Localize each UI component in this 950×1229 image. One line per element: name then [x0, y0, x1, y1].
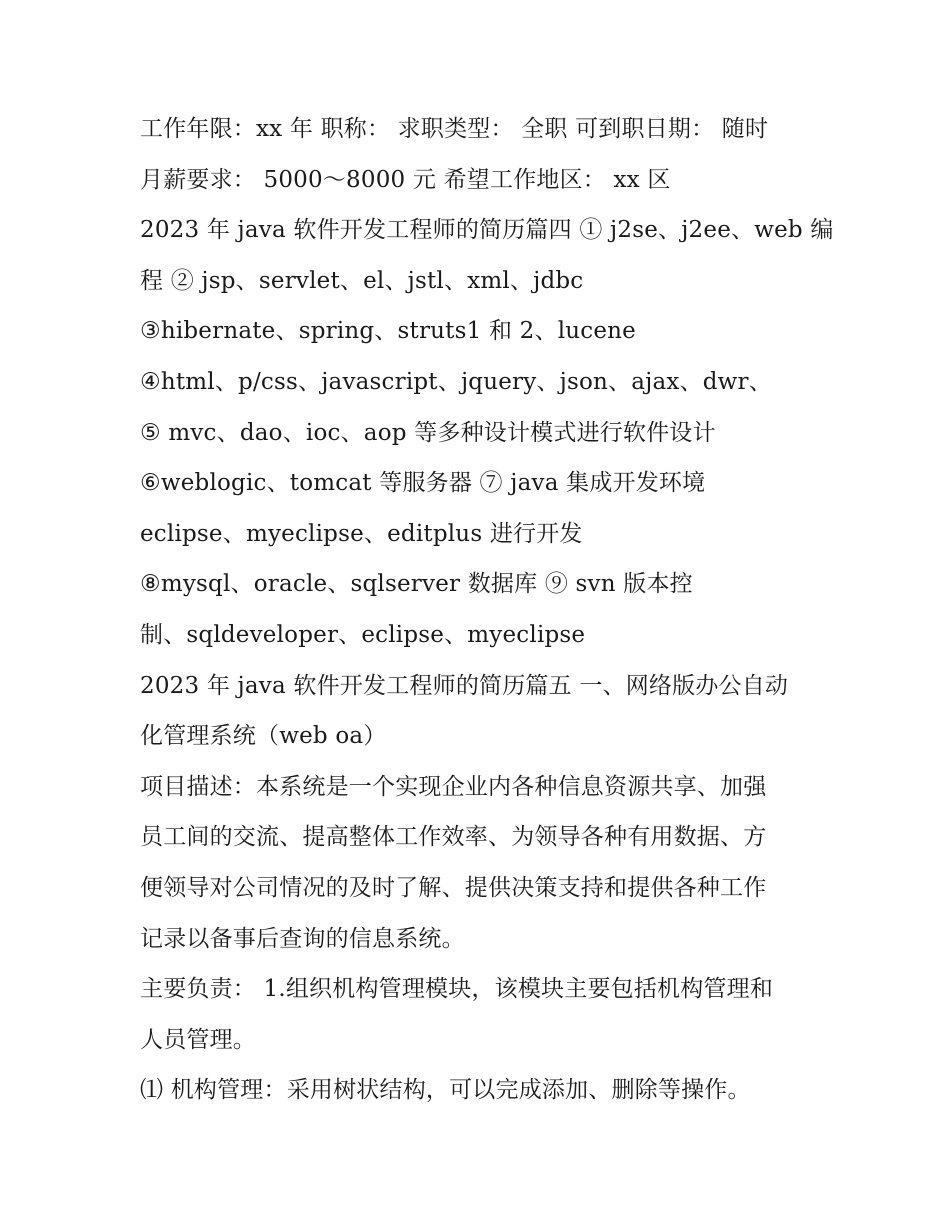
text-line: 化管理系统（web oa） — [140, 723, 387, 750]
text-line: 人员管理。 — [140, 1026, 256, 1053]
text-line: 制、sqldeveloper、eclipse、myeclipse — [140, 621, 586, 648]
text-line: ⑥weblogic、tomcat 等服务器 ⑦ java 集成开发环境 — [140, 470, 706, 497]
text-line: 月薪要求： 5000～8000 元 希望工作地区： xx 区 — [140, 166, 671, 193]
text-line: 主要负责： 1.组织机构管理模块，该模块主要包括机构管理和 — [140, 976, 774, 1003]
text-line: 项目描述：本系统是一个实现企业内各种信息资源共享、加强 — [140, 773, 767, 800]
text-line: ④html、p/css、javascript、jquery、json、ajax、dwr、 — [140, 368, 772, 395]
text-line: ③hibernate、spring、struts1 和 2、lucene — [140, 318, 636, 345]
text-line: 程 ② jsp、servlet、el、jstl、xml、jdbc — [140, 267, 584, 294]
text-line: 员工间的交流、提高整体工作效率、为领导各种有用数据、方 — [140, 824, 767, 851]
text-line: 记录以备事后查询的信息系统。 — [140, 925, 465, 952]
text-line: ⑧mysql、oracle、sqlserver 数据库 ⑨ svn 版本控 — [140, 571, 693, 598]
text-line: ⑤ mvc、dao、ioc、aop 等多种设计模式进行软件设计 — [140, 419, 716, 446]
text-line: 2023 年 java 软件开发工程师的简历篇四 ① j2se、j2ee、web 编 — [140, 217, 834, 244]
text-line: eclipse、myeclipse、editplus 进行开发 — [140, 520, 583, 547]
text-line: 2023 年 java 软件开发工程师的简历篇五 一、网络版办公自动 — [140, 672, 789, 699]
document-body — [140, 104, 834, 1116]
text-line: ⑴ 机构管理：采用树状结构，可以完成添加、删除等操作。 — [140, 1077, 751, 1104]
text-line: 工作年限：xx 年 职称： 求职类型： 全职 可到职日期： 随时 — [140, 116, 769, 142]
text-line: 便领导对公司情况的及时了解、提供决策支持和提供各种工作 — [140, 874, 767, 901]
